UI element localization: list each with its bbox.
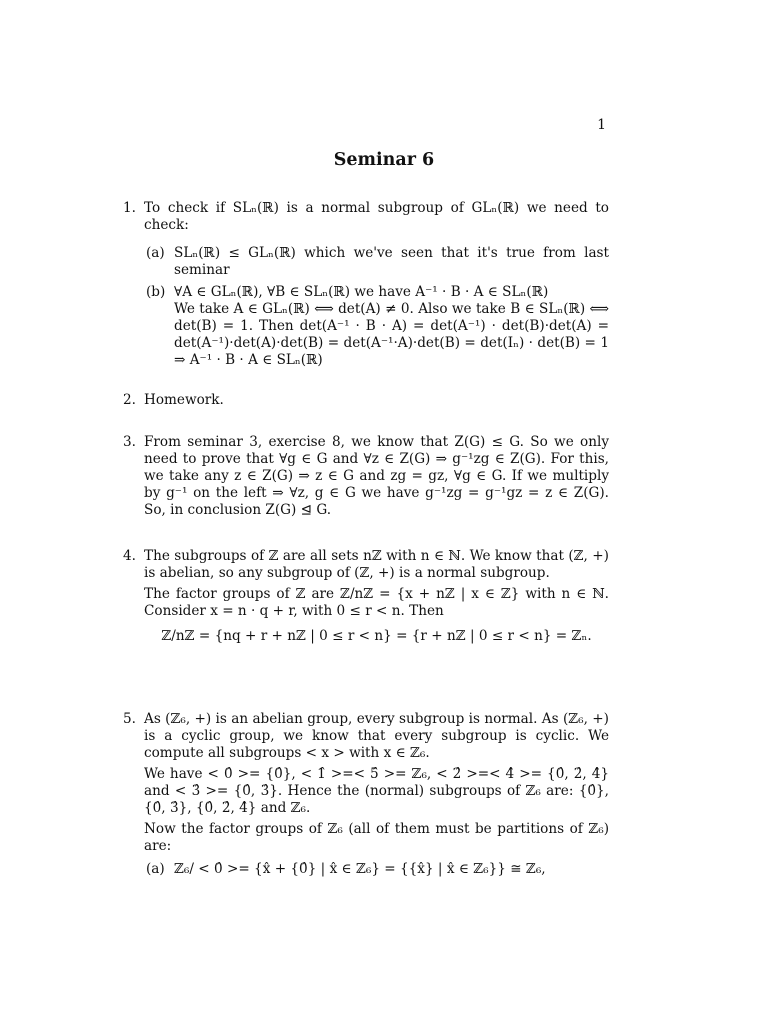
page-title: Seminar 6 <box>333 150 435 170</box>
subitem-text: ℤ₆/ < 0̂ >= {x̂ + {0̂} | x̂ ∈ ℤ₆} = {{x̂} | x̂ ∈ ℤ₆}} ≅ ℤ₆, <box>174 861 546 877</box>
subitem-text: SLₙ(ℝ) ≤ GLₙ(ℝ) which we've seen that it's true from last seminar <box>174 245 609 278</box>
exercise-number: 5. <box>123 711 136 727</box>
exercise-5-paragraph-1: As (ℤ₆, +) is an abelian group, every subgroup is normal. As (ℤ₆, +) is a cyclic group, we know that every subgroup is cyclic. We compute all subgroups < x > with x ∈ ℤ₆. <box>144 711 609 761</box>
exercise-2 <box>123 392 609 413</box>
exercise-5-paragraph-2: We have < 0̂ >= {0̂}, < 1̂ >=< 5̂ >= ℤ₆, < 2̂ >=< 4̂ >= {0̂, 2̂, 4̂} and < 3̂ >= {0̂, 3̂}. Hence the (normal) subgroups of ℤ₆ are: {0̂}, {0̂, 3̂}, {0̂, 2̂, 4̂} and ℤ₆. <box>144 766 609 816</box>
subitem-text: We take A ∈ GLₙ(ℝ) ⟺ det(A) ≠ 0. Also we take B ∈ SLₙ(ℝ) ⟺ det(B) = 1. Then det(A⁻¹ · B · A) = det(A⁻¹) · det(B)·det(A) = det(A⁻¹)·det(A)·det(B) = det(A⁻¹·A)·det(B) = det(Iₙ) · det(B) = 1 ⇒ A⁻¹ · B · A ∈ SLₙ(ℝ) <box>174 301 609 368</box>
exercise-5 <box>123 711 609 883</box>
subitem-label: (a) <box>146 245 165 261</box>
subitem-1b <box>146 284 609 369</box>
subitem-label: (a) <box>146 861 165 877</box>
subitem-label: (b) <box>146 284 166 300</box>
subitem-5a <box>146 861 609 878</box>
subitem-1a <box>146 245 609 279</box>
exercise-1-intro: To check if SLₙ(ℝ) is a normal subgroup of GLₙ(ℝ) we need to check: <box>144 200 609 233</box>
exercise-number: 2. <box>123 392 136 408</box>
display-equation: ℤ/nℤ = {nq + r + nℤ | 0 ≤ r < n} = {r + nℤ | 0 ≤ r < n} = ℤₙ. <box>161 628 592 644</box>
exercise-number: 4. <box>123 548 136 564</box>
page-number: 1 <box>597 117 606 133</box>
exercise-1 <box>123 200 609 374</box>
exercise-3-text: From seminar 3, exercise 8, we know that Z(G) ≤ G. So we only need to prove that ∀g ∈ G and ∀z ∈ Z(G) ⇒ g⁻¹zg ∈ Z(G). For this, we take any z ∈ Z(G) ⇒ z ∈ G and zg = gz, ∀g ∈ G. If we multiply by g⁻¹ on the left ⇒ ∀z, g ∈ G we have g⁻¹zg = g⁻¹gz = z ∈ Z(G). So, in conclusion Z(G) ⊴ G. <box>144 434 609 518</box>
exercise-2-text: Homework. <box>144 392 224 408</box>
exercise-4-paragraph-1: The subgroups of ℤ are all sets nℤ with n ∈ ℕ. We know that (ℤ, +) is abelian, so any subgroup of (ℤ, +) is a normal subgroup. <box>144 548 609 581</box>
exercise-3 <box>123 434 609 523</box>
subitem-text: ∀A ∈ GLₙ(ℝ), ∀B ∈ SLₙ(ℝ) we have A⁻¹ · B · A ∈ SLₙ(ℝ) <box>174 284 549 300</box>
exercise-number: 1. <box>123 200 136 216</box>
exercise-4 <box>123 548 609 645</box>
exercise-number: 3. <box>123 434 136 450</box>
exercise-4-paragraph-2: The factor groups of ℤ are ℤ/nℤ = {x + nℤ | x ∈ ℤ} with n ∈ ℕ. Consider x = n · q + r, with 0 ≤ r < n. Then <box>144 586 609 619</box>
exercise-5-paragraph-3: Now the factor groups of ℤ₆ (all of them must be partitions of ℤ₆) are: <box>144 821 609 854</box>
